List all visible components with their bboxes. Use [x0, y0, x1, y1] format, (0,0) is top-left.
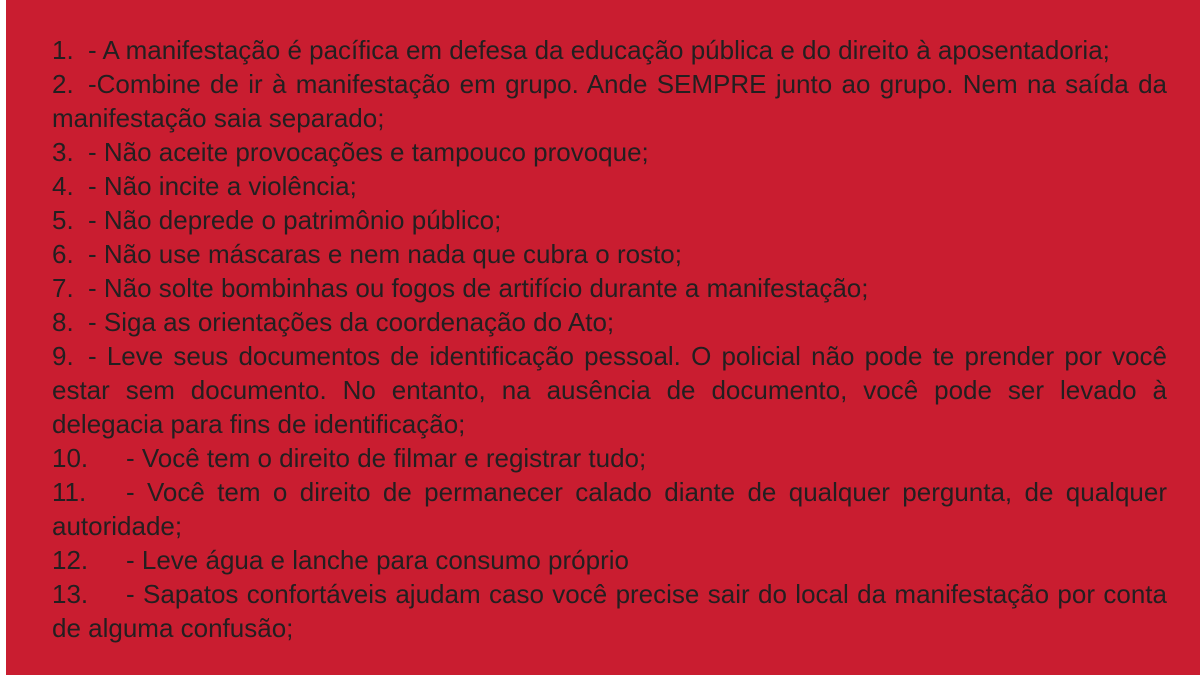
item-text: - Não use máscaras e nem nada que cubra o rosto; — [88, 239, 682, 269]
item-number: 2. — [52, 69, 74, 99]
item-text: - Leve seus documentos de identificação pessoal. O policial não pode te prender por você estar sem documento. No entanto, na ausência de documento, você pode ser levado à delegacia para fins de identificação; — [52, 341, 1167, 439]
list-item — [52, 67, 1167, 135]
item-number: 3. — [52, 137, 74, 167]
item-text: - Leve água e lanche para consumo próprio — [126, 545, 629, 575]
item-text: - A manifestação é pacífica em defesa da educação pública e do direito à aposentadoria; — [88, 35, 1110, 65]
list-item — [52, 135, 1167, 169]
item-text: - Sapatos confortáveis ajudam caso você precise sair do local da manifestação por conta de alguma confusão; — [52, 579, 1167, 643]
item-number: 8. — [52, 307, 74, 337]
item-number: 5. — [52, 205, 74, 235]
item-number: 4. — [52, 171, 74, 201]
item-text: - Você tem o direito de permanecer calado diante de qualquer pergunta, de qualquer autoridade; — [52, 477, 1167, 541]
item-number: 1. — [52, 35, 74, 65]
red-poster-background — [6, 0, 1200, 675]
item-text: - Siga as orientações da coordenação do Ato; — [88, 307, 615, 337]
item-number: 9. — [52, 341, 74, 371]
item-text: - Não incite a violência; — [88, 171, 357, 201]
list-item — [52, 577, 1167, 645]
item-number: 11. — [52, 477, 87, 507]
item-text: - Você tem o direito de filmar e registrar tudo; — [126, 443, 647, 473]
list-item — [52, 475, 1167, 543]
list-item — [52, 203, 1167, 237]
list-item — [52, 441, 1167, 475]
item-text: - Não aceite provocações e tampouco provoque; — [88, 137, 649, 167]
item-number: 7. — [52, 273, 74, 303]
list-item — [52, 237, 1167, 271]
item-text: - Não deprede o patrimônio público; — [88, 205, 502, 235]
list-item — [52, 543, 1167, 577]
list-item — [52, 305, 1167, 339]
item-number: 10. — [52, 443, 89, 473]
list-item — [52, 33, 1167, 67]
item-number: 6. — [52, 239, 74, 269]
item-text: -Combine de ir à manifestação em grupo. Ande SEMPRE junto ao grupo. Nem na saída da manifestação saia separado; — [52, 69, 1167, 133]
item-text: - Não solte bombinhas ou fogos de artifício durante a manifestação; — [88, 273, 869, 303]
list-item — [52, 339, 1167, 441]
list-item — [52, 169, 1167, 203]
list-item — [52, 271, 1167, 305]
item-number: 12. — [52, 545, 89, 575]
item-number: 13. — [52, 579, 89, 609]
guidelines-list — [52, 33, 1167, 645]
